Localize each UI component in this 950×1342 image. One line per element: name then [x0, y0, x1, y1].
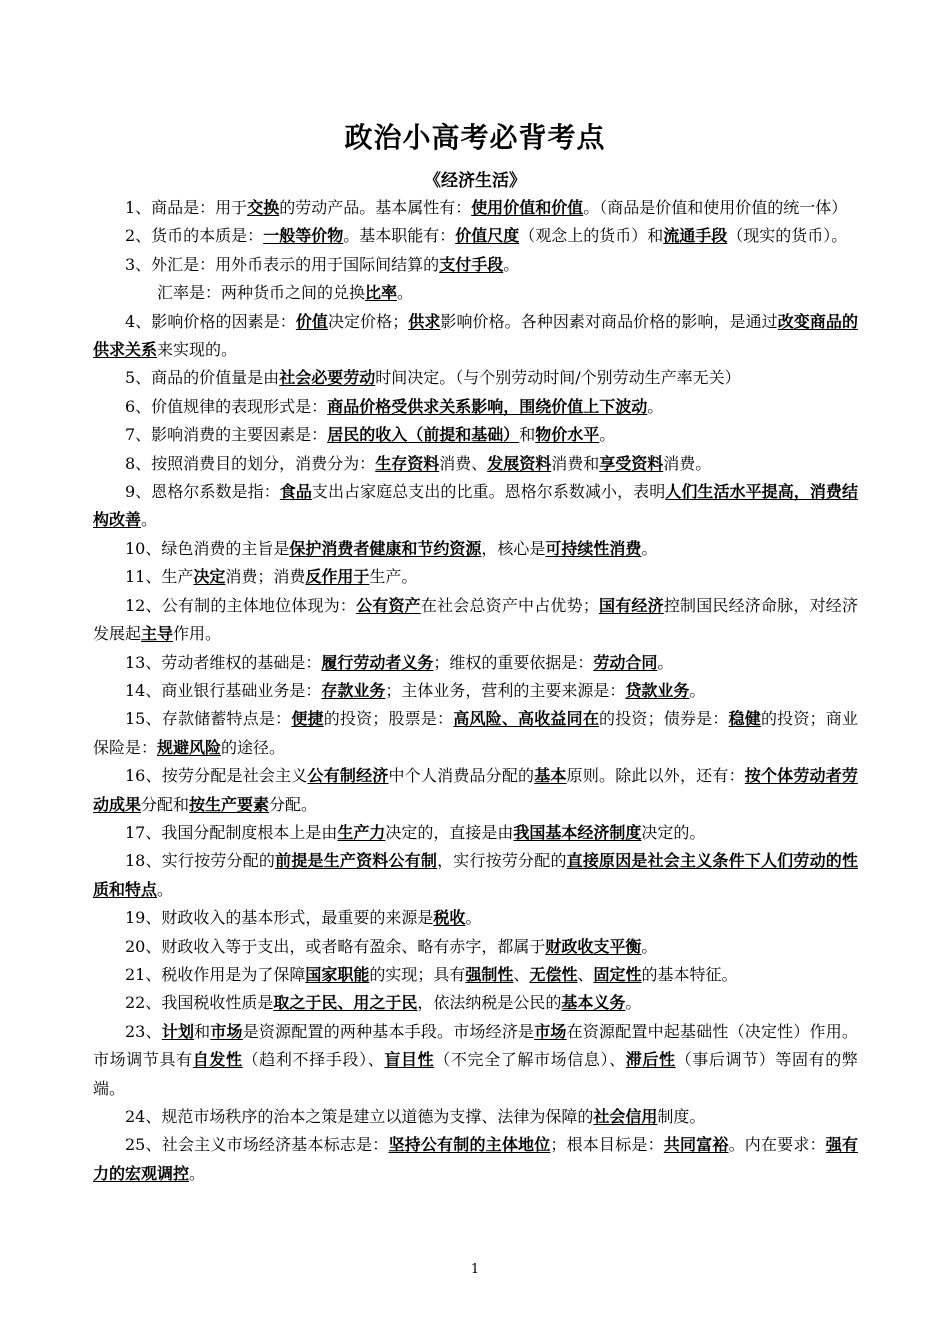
paragraph-text: 和: [519, 425, 536, 445]
paragraph-text: 消费；消费: [225, 567, 306, 587]
point-paragraph: [93, 308, 858, 365]
paragraph-text: 。: [647, 396, 664, 416]
paragraph-text: ；维权的重要依据是：: [433, 652, 594, 672]
key-term: 享受资料: [599, 453, 664, 473]
paragraph-text: 15、存款储蓄特点是：: [125, 709, 292, 729]
section-subtitle: 《经济生活》: [424, 171, 526, 191]
paragraph-text: 在社会总资产中占优势；: [420, 595, 599, 615]
paragraph-text: 11、生产: [125, 567, 194, 587]
paragraph-text: 10、绿色消费的主旨是: [125, 538, 290, 558]
key-term: 直接原因是社会主义条件下人们劳动的性质和特点: [93, 851, 858, 899]
paragraph-text: 决定的。: [641, 822, 706, 842]
key-term: 固定性: [593, 964, 642, 984]
paragraph-text: 汇率是：两种货币之间的兑换: [157, 283, 366, 303]
key-term: 交换: [247, 198, 280, 217]
point-paragraph: [93, 819, 858, 847]
paragraph-text: 。内在要求：: [728, 1135, 826, 1155]
point-paragraph: [93, 677, 858, 705]
paragraph-text: 时间决定。（与个别劳动时间/个别劳动生产率无关）: [375, 368, 741, 388]
point-paragraph: [93, 563, 858, 591]
paragraph-text: ，核心是: [481, 538, 546, 558]
key-term: 生产力: [337, 822, 386, 842]
key-term: 共同富裕: [663, 1135, 729, 1155]
paragraph-text: 的劳动产品。基本属性有：: [279, 198, 472, 217]
key-term: 使用价值和价值: [471, 198, 584, 217]
paragraph-text: 消费。: [663, 453, 712, 473]
paragraph-text: 9、恩格尔系数是指：: [125, 482, 280, 502]
paragraph-text: 2、货币的本质是：: [125, 226, 264, 246]
paragraph-text: 、: [513, 964, 530, 984]
key-term: 食品: [279, 482, 312, 502]
key-term: 社会信用: [593, 1107, 658, 1126]
paragraph-text: 。: [641, 538, 658, 558]
key-term: 居民的收入（前提和基础）: [327, 425, 520, 445]
key-term: 稳健: [728, 709, 761, 729]
point-paragraph: [93, 961, 858, 989]
paragraph-text: 。: [157, 879, 174, 899]
key-term: 坚持公有制的主体地位: [388, 1135, 551, 1155]
paragraph-text: 、: [577, 964, 594, 984]
paragraph-text: 来实现的。: [157, 340, 238, 360]
point-paragraph: [93, 450, 858, 478]
paragraph-text: 20、财政收入等于支出，或者略有盈余、略有赤字，都属于: [125, 936, 546, 956]
key-term: 公有资产: [356, 595, 421, 615]
key-term: 价值尺度: [455, 226, 520, 246]
key-term: 劳动合同: [593, 652, 658, 672]
key-term: 反作用于: [305, 567, 370, 587]
paragraph-text: 作用。: [173, 624, 222, 644]
paragraph-text: 3、外汇是：用外币表示的用于国际间结算的: [125, 254, 440, 274]
paragraph-text: 4、影响价格的因素是：: [125, 311, 296, 331]
paragraph-text: 16、按劳分配是社会主义: [125, 766, 308, 786]
key-term: 人们生活水平提高，消费结构改善: [93, 482, 858, 530]
paragraph-text: 23、: [125, 1021, 162, 1041]
key-term: 无偿性: [529, 964, 578, 984]
point-paragraph: [93, 933, 858, 961]
key-term: 存款业务: [321, 680, 386, 700]
paragraph-text: 。: [503, 254, 520, 274]
point-paragraph: [93, 762, 858, 819]
key-term: 物价水平: [535, 425, 600, 445]
key-term: 按个体劳动者劳动成果: [93, 766, 858, 814]
paragraph-text: 。: [397, 283, 414, 303]
paragraph-text: （现实的货币）。: [727, 226, 848, 246]
paragraph-text: （趋利不择手段）、: [242, 1050, 385, 1070]
paragraph-text: 消费和: [551, 453, 600, 473]
key-term: 前提是生产资料公有制: [275, 851, 438, 871]
paragraph-text: 22、我国税收性质是: [125, 993, 274, 1013]
key-term: 按生产要素: [189, 794, 270, 814]
document-body: [93, 194, 858, 1188]
key-term: 高风险、高收益同在: [453, 709, 600, 729]
key-term: 流通手段: [663, 226, 728, 246]
key-term: 市场: [210, 1021, 243, 1041]
key-term: 基本: [534, 766, 567, 786]
paragraph-text: 。: [599, 425, 616, 445]
paragraph-text: 。基本职能有：: [343, 226, 456, 246]
paragraph-text: ；根本目标是：: [550, 1135, 664, 1155]
paragraph-text: 支出占家庭总支出的比重。恩格尔系数减小，表明: [311, 482, 666, 502]
paragraph-text: 。: [189, 1163, 206, 1183]
paragraph-text: 21、税收作用是为了保障: [125, 964, 306, 984]
point-paragraph: [93, 592, 858, 649]
paragraph-text: 8、按照消费目的划分，消费分为：: [125, 453, 376, 473]
paragraph-text: 。: [141, 510, 158, 530]
key-term: 财政收支平衡: [545, 936, 642, 956]
point-paragraph: [93, 1131, 858, 1188]
point-paragraph: [93, 649, 858, 677]
paragraph-text: 。（商品是价值和使用价值的统一体）: [583, 198, 848, 217]
paragraph-text: 的实现；具有: [369, 964, 466, 984]
paragraph-text: 25、社会主义市场经济基本标志是：: [125, 1135, 389, 1155]
paragraph-text: 决定价格；: [327, 311, 409, 331]
paragraph-text: 控制国民经济命脉，对经济发展起: [93, 595, 858, 644]
paragraph-text: ，依法纳税是公民的: [417, 993, 562, 1013]
paragraph-text: （不完全了解市场信息）、: [434, 1050, 626, 1070]
page-number: 1: [470, 1262, 480, 1277]
key-term: 保护消费者健康和节约资源: [289, 538, 482, 558]
paragraph-text: 制度。: [657, 1107, 706, 1126]
key-term: 强有力的宏观调控: [93, 1135, 858, 1183]
key-term: 取之于民、用之于民: [273, 993, 418, 1013]
paragraph-text: 分配。: [269, 794, 318, 814]
key-term: 比率: [365, 283, 398, 303]
point-paragraph: [93, 393, 858, 421]
paragraph-text: 。: [689, 680, 706, 700]
point-paragraph: [93, 194, 858, 222]
paragraph-text: 中个人消费品分配的: [388, 766, 535, 786]
paragraph-text: 。: [641, 936, 658, 956]
paragraph-text: 。: [657, 652, 674, 672]
key-term: 商品价格受供求关系影响，围绕价值上下波动: [327, 396, 648, 416]
key-term: 履行劳动者义务: [321, 652, 434, 672]
paragraph-text: 在资源配置中起基础性（决定性）作用。市场调节具有: [93, 1021, 858, 1070]
key-term: 公有制经济: [307, 766, 389, 786]
paragraph-text: ，实行按劳分配的: [437, 851, 567, 871]
paragraph-text: 1、商品是：用于: [125, 198, 248, 217]
point-paragraph: [93, 705, 858, 762]
key-term: 贷款业务: [625, 680, 690, 700]
key-term: 便捷: [291, 709, 324, 729]
key-term: 强制性: [465, 964, 514, 984]
point-paragraph: [93, 251, 858, 279]
point-paragraph: [93, 421, 858, 449]
key-term: 市场: [534, 1021, 567, 1041]
paragraph-text: 生产。: [369, 567, 418, 587]
key-term: 可持续性消费: [545, 538, 642, 558]
paragraph-text: ；主体业务，营利的主要来源是：: [385, 680, 626, 700]
key-term: 规避风险: [157, 737, 222, 757]
paragraph-text: 的投资；债券是：: [599, 709, 729, 729]
paragraph-text: 18、实行按劳分配的: [125, 851, 276, 871]
key-term: 支付手段: [439, 254, 504, 274]
paragraph-text: 7、影响消费的主要因素是：: [125, 425, 328, 445]
key-term: 计划: [161, 1021, 195, 1041]
paragraph-text: 的投资；股票是：: [323, 709, 454, 729]
paragraph-text: 24、规范市场秩序的治本之策是建立以道德为支撑、法律为保障的: [125, 1107, 594, 1126]
key-term: 国家职能: [305, 964, 370, 984]
paragraph-text: 消费、: [439, 453, 488, 473]
key-term: 供求: [408, 311, 441, 331]
point-paragraph: [93, 847, 858, 904]
point-paragraph: [93, 535, 858, 563]
point-paragraph: [93, 279, 858, 307]
key-term: 价值: [295, 311, 328, 331]
paragraph-text: 19、财政收入的基本形式，最重要的来源是: [125, 908, 434, 928]
paragraph-text: 。: [625, 993, 642, 1013]
key-term: 滞后性: [625, 1050, 676, 1070]
paragraph-text: 分配和: [141, 794, 190, 814]
paragraph-text: 的基本特征。: [641, 964, 738, 984]
key-term: 基本义务: [561, 993, 626, 1013]
key-term: 社会必要劳动: [279, 368, 376, 388]
key-term: 我国基本经济制度: [513, 822, 642, 842]
point-paragraph: [93, 222, 858, 250]
key-term: 改变商品的供求关系: [93, 311, 858, 360]
point-paragraph: [93, 904, 858, 932]
document-title: 政治小高考必背考点: [344, 121, 606, 154]
paragraph-text: 的途径。: [221, 737, 286, 757]
paragraph-text: 14、商业银行基础业务是：: [125, 680, 322, 700]
key-term: 一般等价物: [263, 226, 344, 246]
key-term: 生存资料: [375, 453, 440, 473]
paragraph-text: 和: [194, 1021, 211, 1041]
key-term: 国有经济: [598, 595, 664, 615]
key-term: 自发性: [192, 1050, 243, 1070]
paragraph-text: 6、价值规律的表现形式是：: [125, 396, 328, 416]
point-paragraph: [93, 1018, 858, 1103]
paragraph-text: 。: [465, 908, 482, 928]
key-term: 主导: [141, 624, 174, 644]
key-term: 发展资料: [487, 453, 552, 473]
paragraph-text: 原则。除此以外，还有：: [566, 766, 745, 786]
point-paragraph: [93, 364, 858, 392]
point-paragraph: [93, 478, 858, 535]
paragraph-text: 是资源配置的两种基本手段。市场经济是: [242, 1021, 535, 1041]
paragraph-text: 13、劳动者维权的基础是：: [125, 652, 322, 672]
paragraph-text: （观念上的货币）和: [519, 226, 664, 246]
key-term: 决定: [193, 567, 226, 587]
paragraph-text: 的投资；商业保险是：: [93, 709, 858, 757]
paragraph-text: 17、我国分配制度根本上是由: [125, 822, 338, 842]
key-term: 税收: [433, 908, 466, 928]
key-term: 盲目性: [384, 1050, 435, 1070]
paragraph-text: 5、商品的价值量是由: [125, 368, 280, 388]
paragraph-text: 影响价格。各种因素对商品价格的影响，是通过: [440, 311, 778, 331]
paragraph-text: （事后调节）等固有的弊端。: [93, 1050, 858, 1098]
paragraph-text: 决定的，直接是由: [385, 822, 514, 842]
point-paragraph: [93, 989, 858, 1017]
point-paragraph: [93, 1103, 858, 1131]
paragraph-text: 12、公有制的主体地位体现为：: [125, 595, 357, 615]
